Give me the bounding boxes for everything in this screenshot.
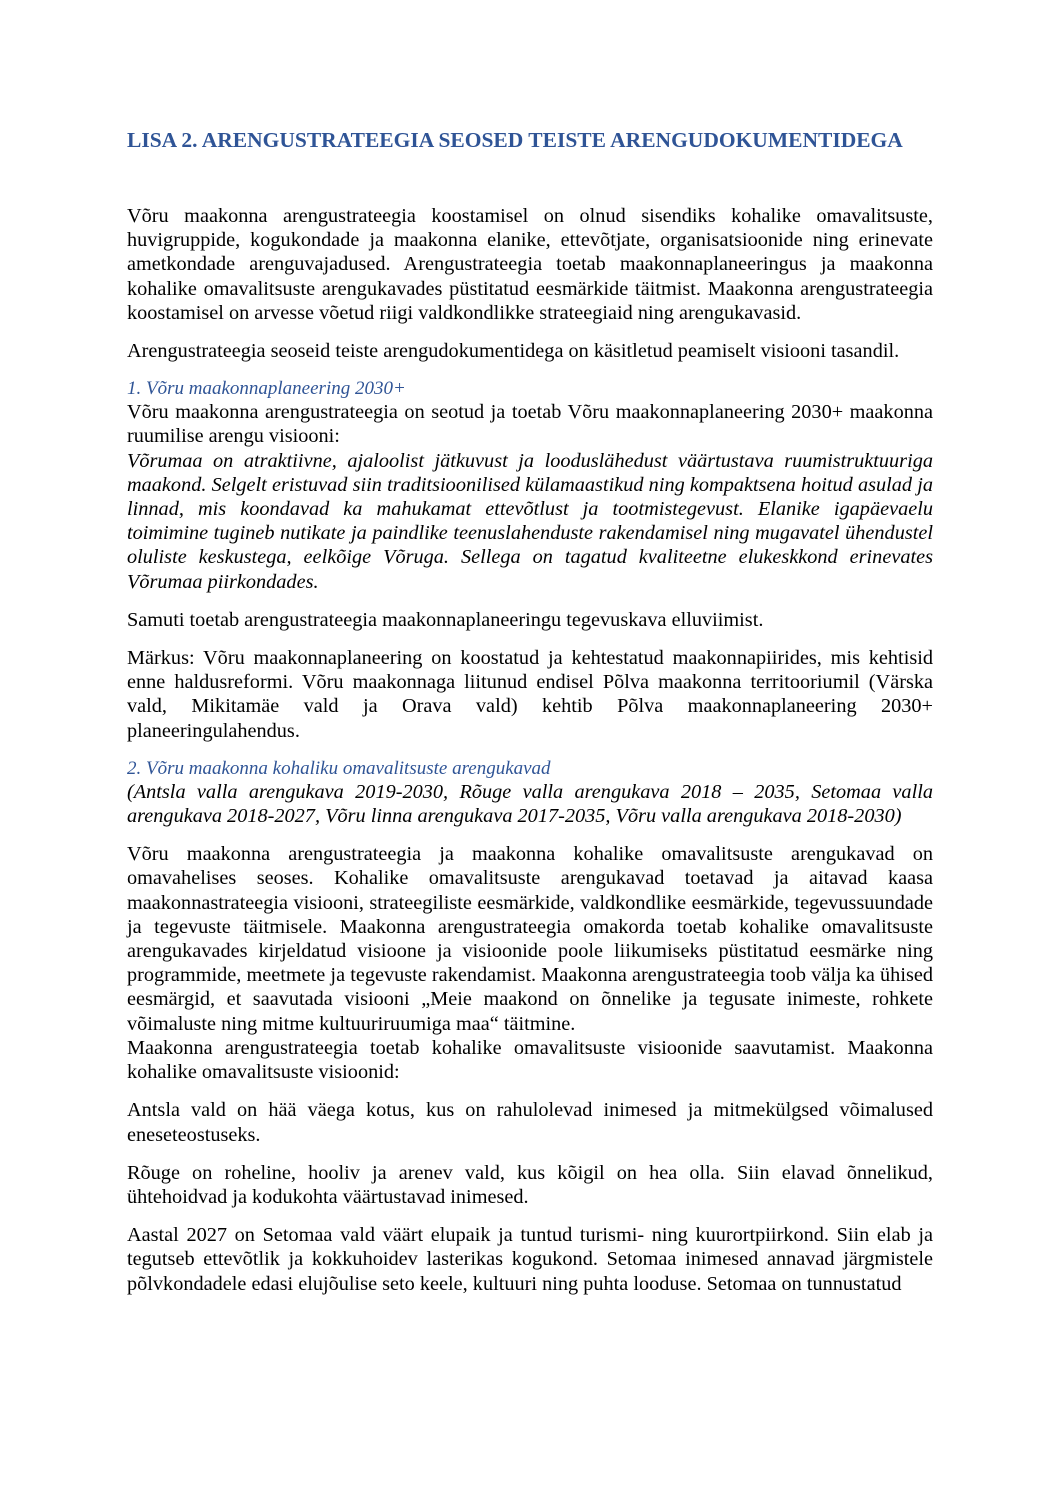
section-2 — [127, 757, 933, 1296]
section-1-vision: Võrumaa on atraktiivne, ajaloolist jätkuvust ja looduslähedust väärtustava ruumistruktuuriga maakond. Selgelt eristuvad siin traditsioonilised külamaastikud ning kompaktsena hoitud asulad ja linnad, mis koondavad ka mahukamat ettevõtlust ja tootmistegevust. Elanike igapäevaelu toimimine tugineb nutikate ja paindlike teenuslahenduste rakendamisel ning mugavatel ühendustel oluliste keskustega, eelkõige Võruga. Sellega on tagatud kvaliteetne elukeskkond erinevates Võrumaa piirkondades. — [127, 449, 933, 593]
section-2-plans: (Antsla valla arengukava 2019-2030, Rõuge valla arengukava 2018 – 2035, Setomaa valla arengukava 2018-2027, Võru linna arengukava 2017-2035, Võru valla arengukava 2018-2030) — [127, 780, 933, 828]
section-2-heading: 2. Võru maakonna kohaliku omavalitsuste arengukavad — [127, 757, 551, 779]
section-1-lead: Võru maakonna arengustrateegia on seotud ja toetab Võru maakonnaplaneering 2030+ maakonna ruumilise arengu visiooni: — [127, 401, 933, 448]
section-2-paragraph-2: Maakonna arengustrateegia toetab kohalike omavalitsuste visioonide saavutamist. Maakonna kohalike omavalitsuste visioonid: — [127, 1036, 933, 1084]
page-title: LISA 2. ARENGUSTRATEEGIA SEOSED TEISTE ARENGUDOKUMENTIDEGA — [127, 128, 903, 152]
intro-paragraph: Võru maakonna arengustrateegia koostamisel on olnud sisendiks kohalike omavalitsuste, huvigruppide, kogukondade ja maakonna elanike, ettevõtjate, organisatsioonide ning erinevate ametkondade arenguvajadused. Arengustrateegia toetab maakonnaplaneeringus ja maakonna kohalike omavalitsuste arengukavades püstitatud eesmärkide täitmist. Maakonna arengustrateegia koostamisel on arvesse võetud riigi valdkondlikke strateegiaid ning arengukavasid. — [127, 205, 933, 324]
relations-paragraph: Arengustrateegia seoseid teiste arengudokumentidega on käsitletud peamiselt visiooni tasandil. — [127, 340, 900, 363]
section-1-support: Samuti toetab arengustrateegia maakonnaplaneeringu tegevuskava elluviimist. — [127, 608, 764, 631]
section-1 — [127, 377, 933, 743]
section-2-paragraph-1: Võru maakonna arengustrateegia ja maakonna kohalike omavalitsuste arengukavad on omavahelises seoses. Kohalike omavalitsuste arengukavad toetavad ja aitavad kaasa maakonnastrateegia visiooni, strateegiliste eesmärkide, valdkondlike eesmärkide, tegevussuundade ja tegevuste täitmisele. Maakonna arengustrateegia omakorda toetab kohalike omavalitsuste arengukavades kirjeldatud visioone ja visioonide poole liikumiseks püstitatud eesmärke ning programmide, meetmete ja tegevuste rakendamist. Maakonna arengustrateegia toob välja ka ühised eesmärgid, et saavutada visiooni „Meie maakond on õnnelike ja tegusate inimeste, rohkete võimaluste ning mitme kultuuriruumiga maa“ täitmine. — [127, 843, 933, 1035]
vision-rouge: Rõuge on roheline, hooliv ja arenev vald, kus kõigil on hea olla. Siin elavad õnnelikud, ühtehoidvad ja kodukohta väärtustavad inimesed. — [127, 1161, 933, 1208]
page-content — [127, 127, 933, 1310]
vision-antsla: Antsla vald on hää väega kotus, kus on rahulolevad inimesed ja mitmekülgsed võimalused eneseteostuseks. — [127, 1099, 933, 1146]
section-1-note: Märkus: Võru maakonnaplaneering on koostatud ja kehtestatud maakonnapiirides, mis kehtisid enne haldusreformi. Võru maakonnaga liitunud endisel Põlva maakonna territooriumil (Värska vald, Mikitamäe vald ja Orava vald) kehtib Põlva maakonnaplaneering 2030+ planeeringulahendus. — [127, 647, 933, 742]
vision-setomaa: Aastal 2027 on Setomaa vald väärt elupaik ja tuntud turismi- ning kuurortpiirkond. Siin elab ja tegutseb ettevõtlik ja kokkuhoidev lasterikas kogukond. Setomaa inimesed annavad järgmistele põlvkondadele edasi elujõulise seto keele, kultuuri ning puhta looduse. Setomaa on tunnustatud — [127, 1224, 933, 1295]
section-1-heading: 1. Võru maakonnaplaneering 2030+ — [127, 378, 406, 400]
